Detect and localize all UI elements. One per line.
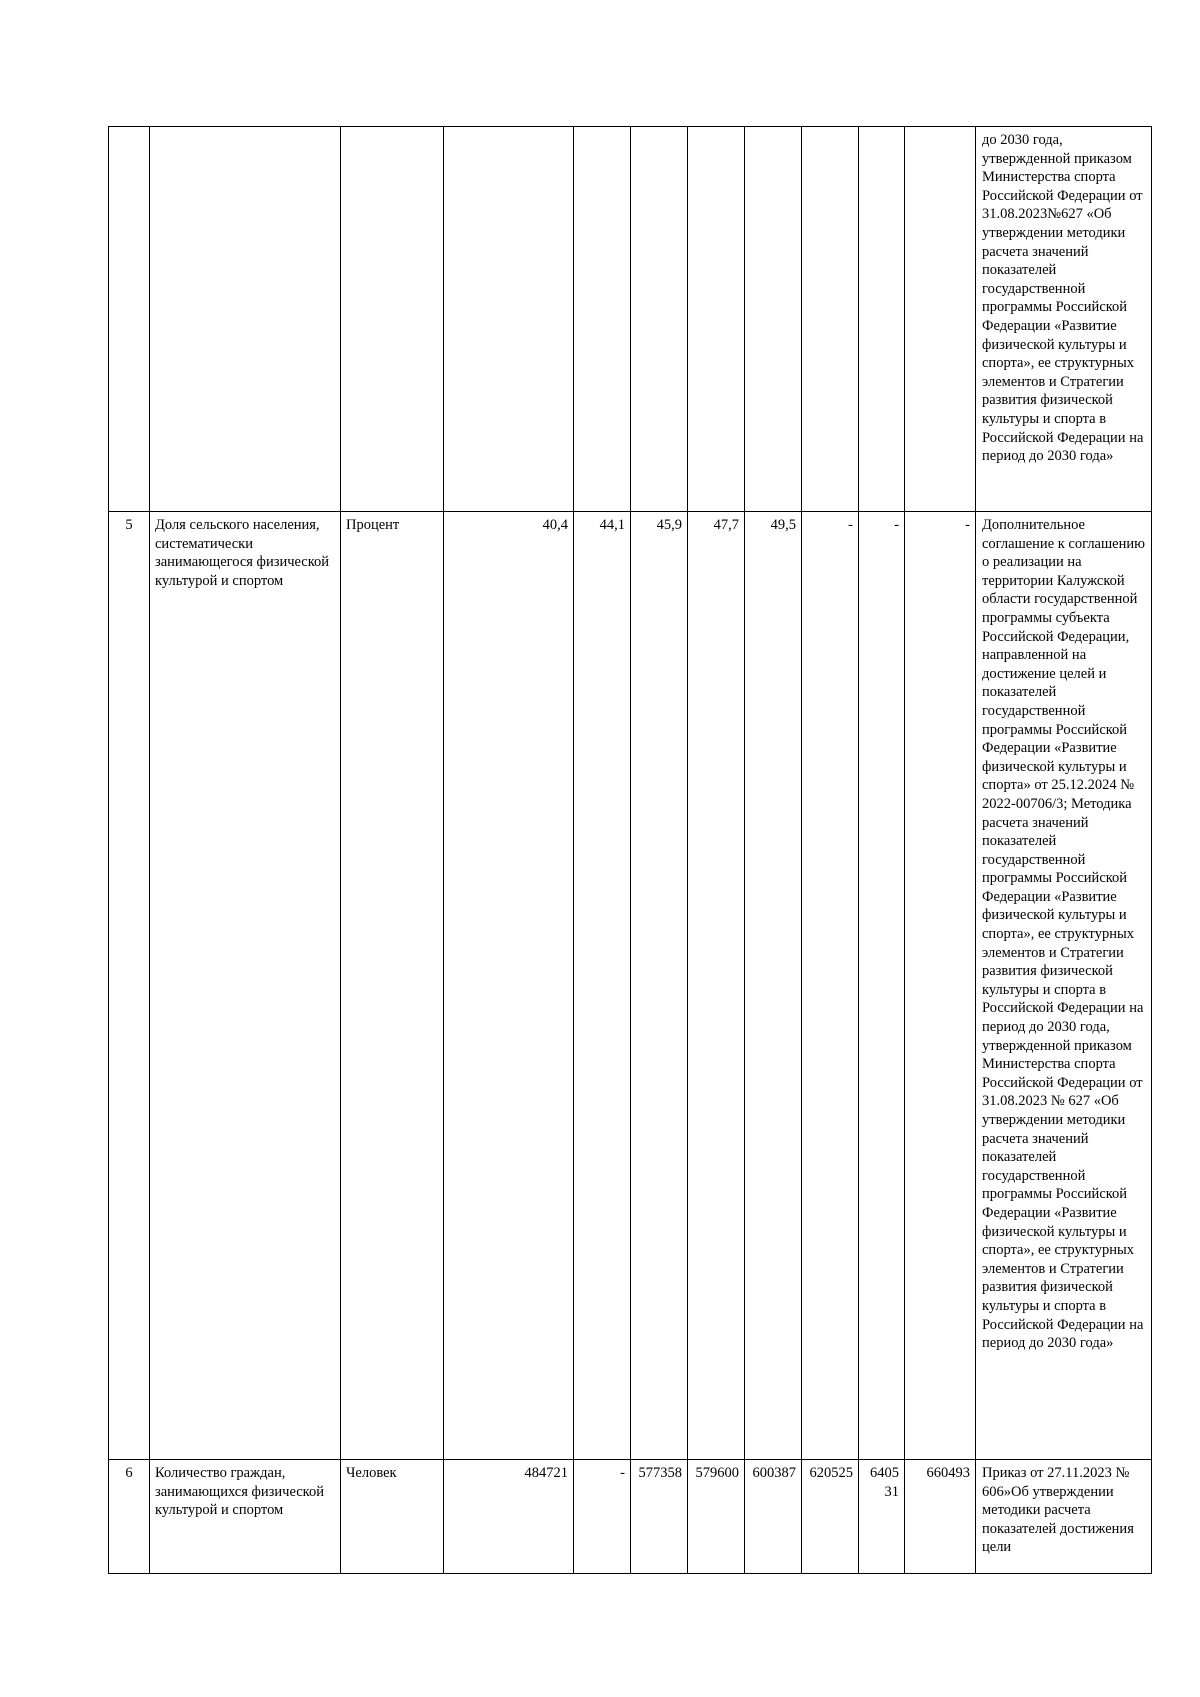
value-cell: 620525 <box>802 1460 859 1574</box>
value-cell: 484721 <box>444 1460 574 1574</box>
indicators-table <box>108 126 1152 1574</box>
value-cell <box>859 127 905 512</box>
table-row <box>109 127 1152 512</box>
value-cell: 45,9 <box>631 512 688 1460</box>
value-cell: - <box>574 1460 631 1574</box>
value-cell: - <box>859 512 905 1460</box>
row-number <box>109 127 150 512</box>
value-cell: - <box>905 512 976 1460</box>
basis-cell: Дополнительное соглашение к соглашению о реализации на территории Калужской области государственной программы субъекта Российской Федерации, направленной на достижение целей и показателей государственной программы Российской Федерации «Развитие физической культуры и спорта» от 25.12.2024 № 2022-00706/3; Методика расчета значений показателей государственной программы Российской Федерации «Развитие физической культуры и спорта», ее структурных элементов и Стратегии развития физической культуры и спорта в Российской Федерации на период до 2030 года, утвержденной приказом Министерства спорта Российской Федерации от 31.08.2023 № 627 «Об утверждении методики расчета значений показателей государственной программы Российской Федерации «Развитие физической культуры и спорта», ее структурных элементов и Стратегии развития физической культуры и спорта в Российской Федерации на период до 2030 года» <box>976 512 1152 1460</box>
indicator-name <box>150 127 341 512</box>
value-cell: 47,7 <box>688 512 745 1460</box>
value-cell <box>745 127 802 512</box>
row-number: 5 <box>109 512 150 1460</box>
value-cell <box>444 127 574 512</box>
value-cell <box>574 127 631 512</box>
indicator-name: Доля сельского населения, систематически занимающегося физической культурой и спортом <box>150 512 341 1460</box>
value-cell: 600387 <box>745 1460 802 1574</box>
value-cell: 44,1 <box>574 512 631 1460</box>
value-cell <box>905 127 976 512</box>
table-row <box>109 512 1152 1460</box>
unit-cell <box>341 127 444 512</box>
value-cell: 579600 <box>688 1460 745 1574</box>
basis-cell: Приказ от 27.11.2023 № 606»Об утверждении методики расчета показателей достижения цели <box>976 1460 1152 1574</box>
value-cell: 640531 <box>859 1460 905 1574</box>
table-row <box>109 1460 1152 1574</box>
value-cell <box>631 127 688 512</box>
value-cell <box>802 127 859 512</box>
value-cell <box>688 127 745 512</box>
value-cell: 577358 <box>631 1460 688 1574</box>
unit-cell: Человек <box>341 1460 444 1574</box>
value-cell: 660493 <box>905 1460 976 1574</box>
row-number: 6 <box>109 1460 150 1574</box>
value-cell: 40,4 <box>444 512 574 1460</box>
value-cell: 49,5 <box>745 512 802 1460</box>
unit-cell: Процент <box>341 512 444 1460</box>
indicator-name: Количество граждан, занимающихся физической культурой и спортом <box>150 1460 341 1574</box>
value-cell: - <box>802 512 859 1460</box>
basis-cell: до 2030 года, утвержденной приказом Министерства спорта Российской Федерации от 31.08.2023№627 «Об утверждении методики расчета значений показателей государственной программы Российской Федерации «Развитие физической культуры и спорта», ее структурных элементов и Стратегии развития физической культуры и спорта в Российской Федерации на период до 2030 года» <box>976 127 1152 512</box>
